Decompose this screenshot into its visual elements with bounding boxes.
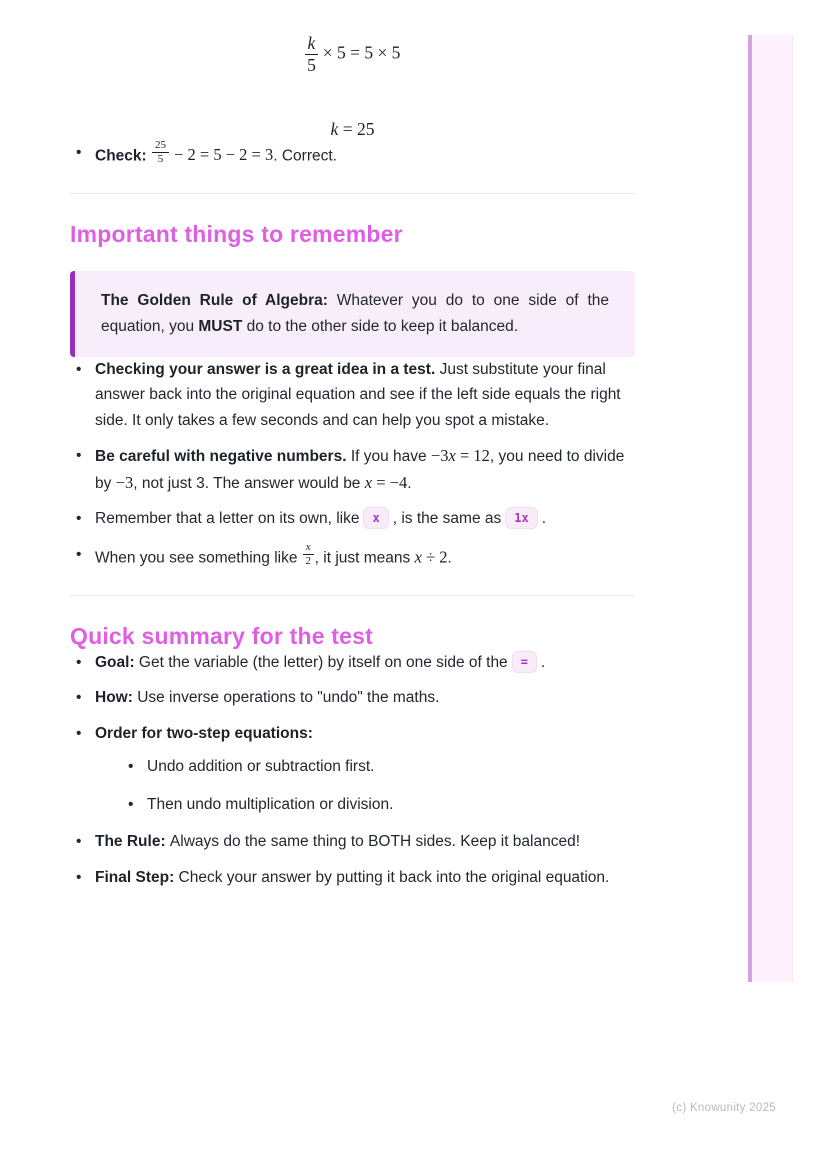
list-item xyxy=(70,140,635,169)
math-inline: = −4 xyxy=(372,472,408,492)
list-item xyxy=(70,865,635,891)
bullet-text: Get the variable (the letter) by itself on one side of the xyxy=(138,653,508,671)
remember-list xyxy=(70,357,635,571)
inline-code-chip: 1x xyxy=(505,507,537,529)
bullet-text: , is the same as xyxy=(392,510,502,528)
bullet-bold-lead: How: xyxy=(95,689,138,707)
list-item xyxy=(70,685,635,711)
check-list xyxy=(70,140,635,169)
list-item xyxy=(70,506,635,532)
fraction-numerator: k xyxy=(305,34,319,55)
bullet-text: Always do the same thing to BOTH sides. Keep it balanced! xyxy=(169,833,581,851)
list-item xyxy=(70,829,635,855)
fraction-numerator: x xyxy=(303,542,314,556)
math-variable: x xyxy=(448,446,456,466)
check-tail: . Correct. xyxy=(273,147,337,165)
check-label: Check: xyxy=(95,147,147,165)
bullet-text: , you need to divide by xyxy=(95,448,625,492)
golden-rule-callout xyxy=(70,271,635,357)
fraction-numerator: 25 xyxy=(152,140,169,154)
fraction-k-over-5 xyxy=(305,34,319,75)
math-inline: = 12 xyxy=(455,446,490,466)
list-item xyxy=(122,754,635,780)
bullet-text: Use inverse operations to "undo" the maths. xyxy=(137,689,440,707)
bullet-text: , it just means xyxy=(314,549,415,567)
bullet-text: , not just 3. The answer would be xyxy=(133,474,365,492)
fraction-denominator: 5 xyxy=(157,153,164,166)
bullet-text: If you have xyxy=(350,448,431,466)
list-item xyxy=(70,443,635,496)
math-variable: x xyxy=(364,472,373,492)
section-heading-remember: Important things to remember xyxy=(70,220,403,247)
math-variable: x xyxy=(414,547,422,567)
bullet-text: Remember that a letter on its own, like xyxy=(95,510,360,528)
page-edge-decoration xyxy=(748,35,793,982)
fraction-x-over-2 xyxy=(303,542,314,568)
check-math-rest: − 2 = 5 − 2 = 3 xyxy=(170,145,274,165)
order-sublist xyxy=(122,754,635,817)
list-item xyxy=(70,650,635,676)
math-inline: −3 xyxy=(430,446,449,466)
bullet-bold-lead: Checking your answer is a great idea in a test. xyxy=(95,360,440,378)
fraction-25-over-5 xyxy=(152,140,169,166)
check-math xyxy=(151,138,274,166)
display-equation-1 xyxy=(70,34,635,75)
fraction-denominator: 5 xyxy=(307,54,316,75)
math-inline xyxy=(302,540,315,568)
equation-variable: k xyxy=(330,118,339,139)
section-heading-summary: Quick summary for the test xyxy=(70,622,374,649)
inline-code-chip: x xyxy=(363,507,388,529)
bullet-text: . xyxy=(407,474,412,492)
display-equation-2 xyxy=(70,119,635,140)
callout-must: MUST xyxy=(198,317,243,335)
equation-rest: = 25 xyxy=(338,118,375,139)
bullet-text: Then undo multiplication or division. xyxy=(147,795,394,813)
bullet-text: . xyxy=(541,510,547,528)
bullet-text: When you see something like xyxy=(95,549,302,567)
list-item xyxy=(122,792,635,818)
bullet-bold-lead: The Rule: xyxy=(95,833,170,851)
math-inline: −3 xyxy=(115,472,134,492)
callout-end: do to the other side to keep it balanced. xyxy=(242,317,519,335)
divider xyxy=(70,193,635,194)
math-inline: ÷ 2 xyxy=(421,547,448,567)
copyright-footer: (c) Knowunity 2025 xyxy=(672,1102,776,1114)
bullet-text: . xyxy=(540,653,546,671)
document-page xyxy=(70,0,635,900)
inline-code-chip: = xyxy=(512,651,537,673)
divider xyxy=(70,595,635,596)
bullet-text: Undo addition or subtraction first. xyxy=(147,758,375,776)
list-item xyxy=(70,721,635,818)
bullet-text: . xyxy=(447,549,452,567)
summary-list xyxy=(70,650,635,891)
bullet-bold-lead: Order for two-step equations: xyxy=(95,724,313,742)
callout-lead: The Golden Rule of Algebra: xyxy=(101,291,337,309)
fraction-denominator: 2 xyxy=(305,555,311,568)
bullet-bold-lead: Goal: xyxy=(95,653,139,671)
bullet-bold-lead: Final Step: xyxy=(95,868,179,886)
bullet-text: Just substitute your final answer back into the original equation and see if the left side equals the right side. It only takes a few seconds and can help you spot a mistake. xyxy=(95,360,621,429)
equation-rest: × 5 = 5 × 5 xyxy=(318,42,401,63)
bullet-text: Check your answer by putting it back into the original equation. xyxy=(178,868,610,886)
bullet-bold-lead: Be careful with negative numbers. xyxy=(95,448,351,466)
list-item xyxy=(70,357,635,434)
callout-mid: Whatever you do to one side of the equation, you xyxy=(101,291,609,335)
list-item xyxy=(70,542,635,571)
